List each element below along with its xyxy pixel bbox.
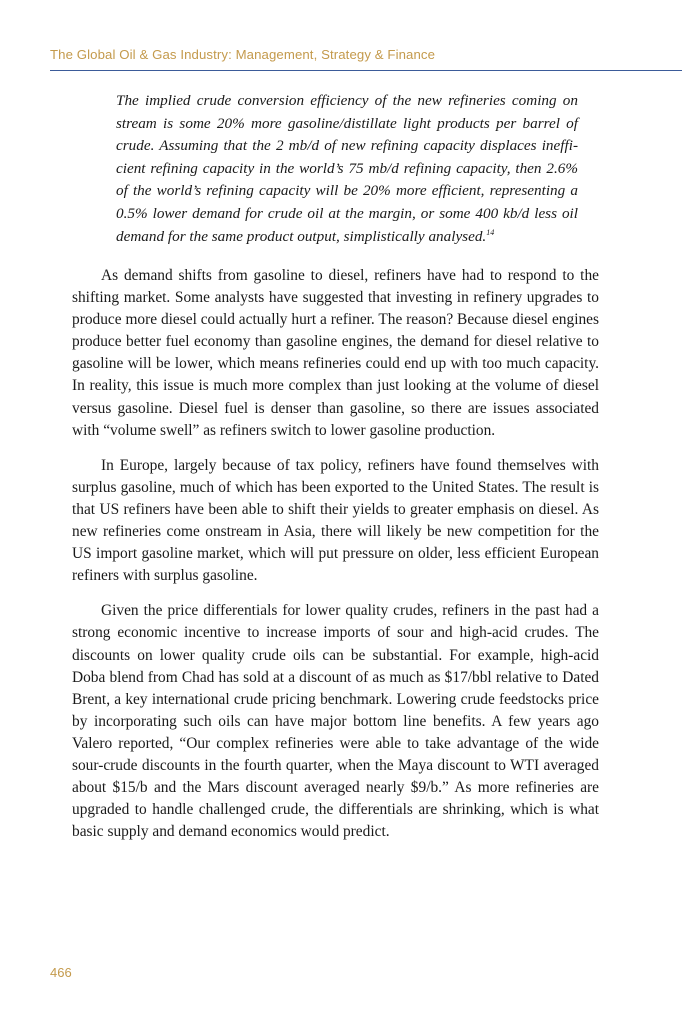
page-number: 466 bbox=[50, 965, 72, 980]
body-text bbox=[72, 265, 599, 856]
block-quote bbox=[116, 90, 578, 248]
footnote-marker[interactable]: 14 bbox=[486, 227, 495, 237]
paragraph-1: As demand shifts from gasoline to diesel, refiners have had to respond to the shifting market. Some analysts have suggested that investing in refinery upgrades to produce more diesel could actually hurt a refiner. The reason? Because diesel engines produce better fuel economy than gasoline engines, the demand for diesel relative to gasoline will be lower, which means refineries could end up with too much capacity. In reality, this issue is much more complex than just looking at the volume of diesel versus gasoline. Diesel fuel is denser than gasoline, so there are issues associated with “volume swell” as refiners switch to lower gasoline production. bbox=[72, 267, 599, 439]
running-header-title: The Global Oil & Gas Industry: Management, Strategy & Finance bbox=[50, 47, 436, 62]
block-quote-text: The implied crude conversion efficiency of the new refineries coming on stream is some 20% more gasoline/distillate light products per barrel of crude. Assuming that the 2 mb/d of new refining capacity displaces inefficient refining capacity in the world’s 75 mb/d refining capacity, then 2.6% of the world’s refining capacity will be 20% more efficient, representing a 0.5% lower demand for crude oil at the margin, or some 400 kb/d less oil demand for the same product output, simplistically analysed. bbox=[116, 92, 578, 245]
paragraph-3: Given the price differentials for lower quality crudes, refiners in the past had a strong economic incentive to increase imports of sour and high-acid crudes. The discounts on lower quality crude oils can be substantial. For example, high-acid Doba blend from Chad has sold at a discount of as much as $17/bbl relative to Dated Brent, a key international crude pricing benchmark. Lowering crude feedstocks price by incorporating such oils can have major bottom line benefits. A few years ago Valero reported, “Our complex refineries were able to take advantage of the wide sour-crude discounts in the fourth quarter, when the Maya discount to WTI averaged about $15/b and the Mars discount averaged nearly $9/b.” As more refineries are upgraded to handle challenged crude, the differentials are shrinking, which is what basic supply and demand economics would predict. bbox=[72, 602, 599, 841]
header-rule bbox=[50, 70, 682, 71]
paragraph-2: In Europe, largely because of tax policy, refiners have found themselves with surplus gasoline, much of which has been exported to the United States. The result is that US refiners have been able to shift their yields to greater emphasis on diesel. As new refineries come onstream in Asia, there will likely be new competition for the US import gasoline market, which will put pressure on older, less efficient European refiners with surplus gasoline. bbox=[72, 456, 599, 585]
